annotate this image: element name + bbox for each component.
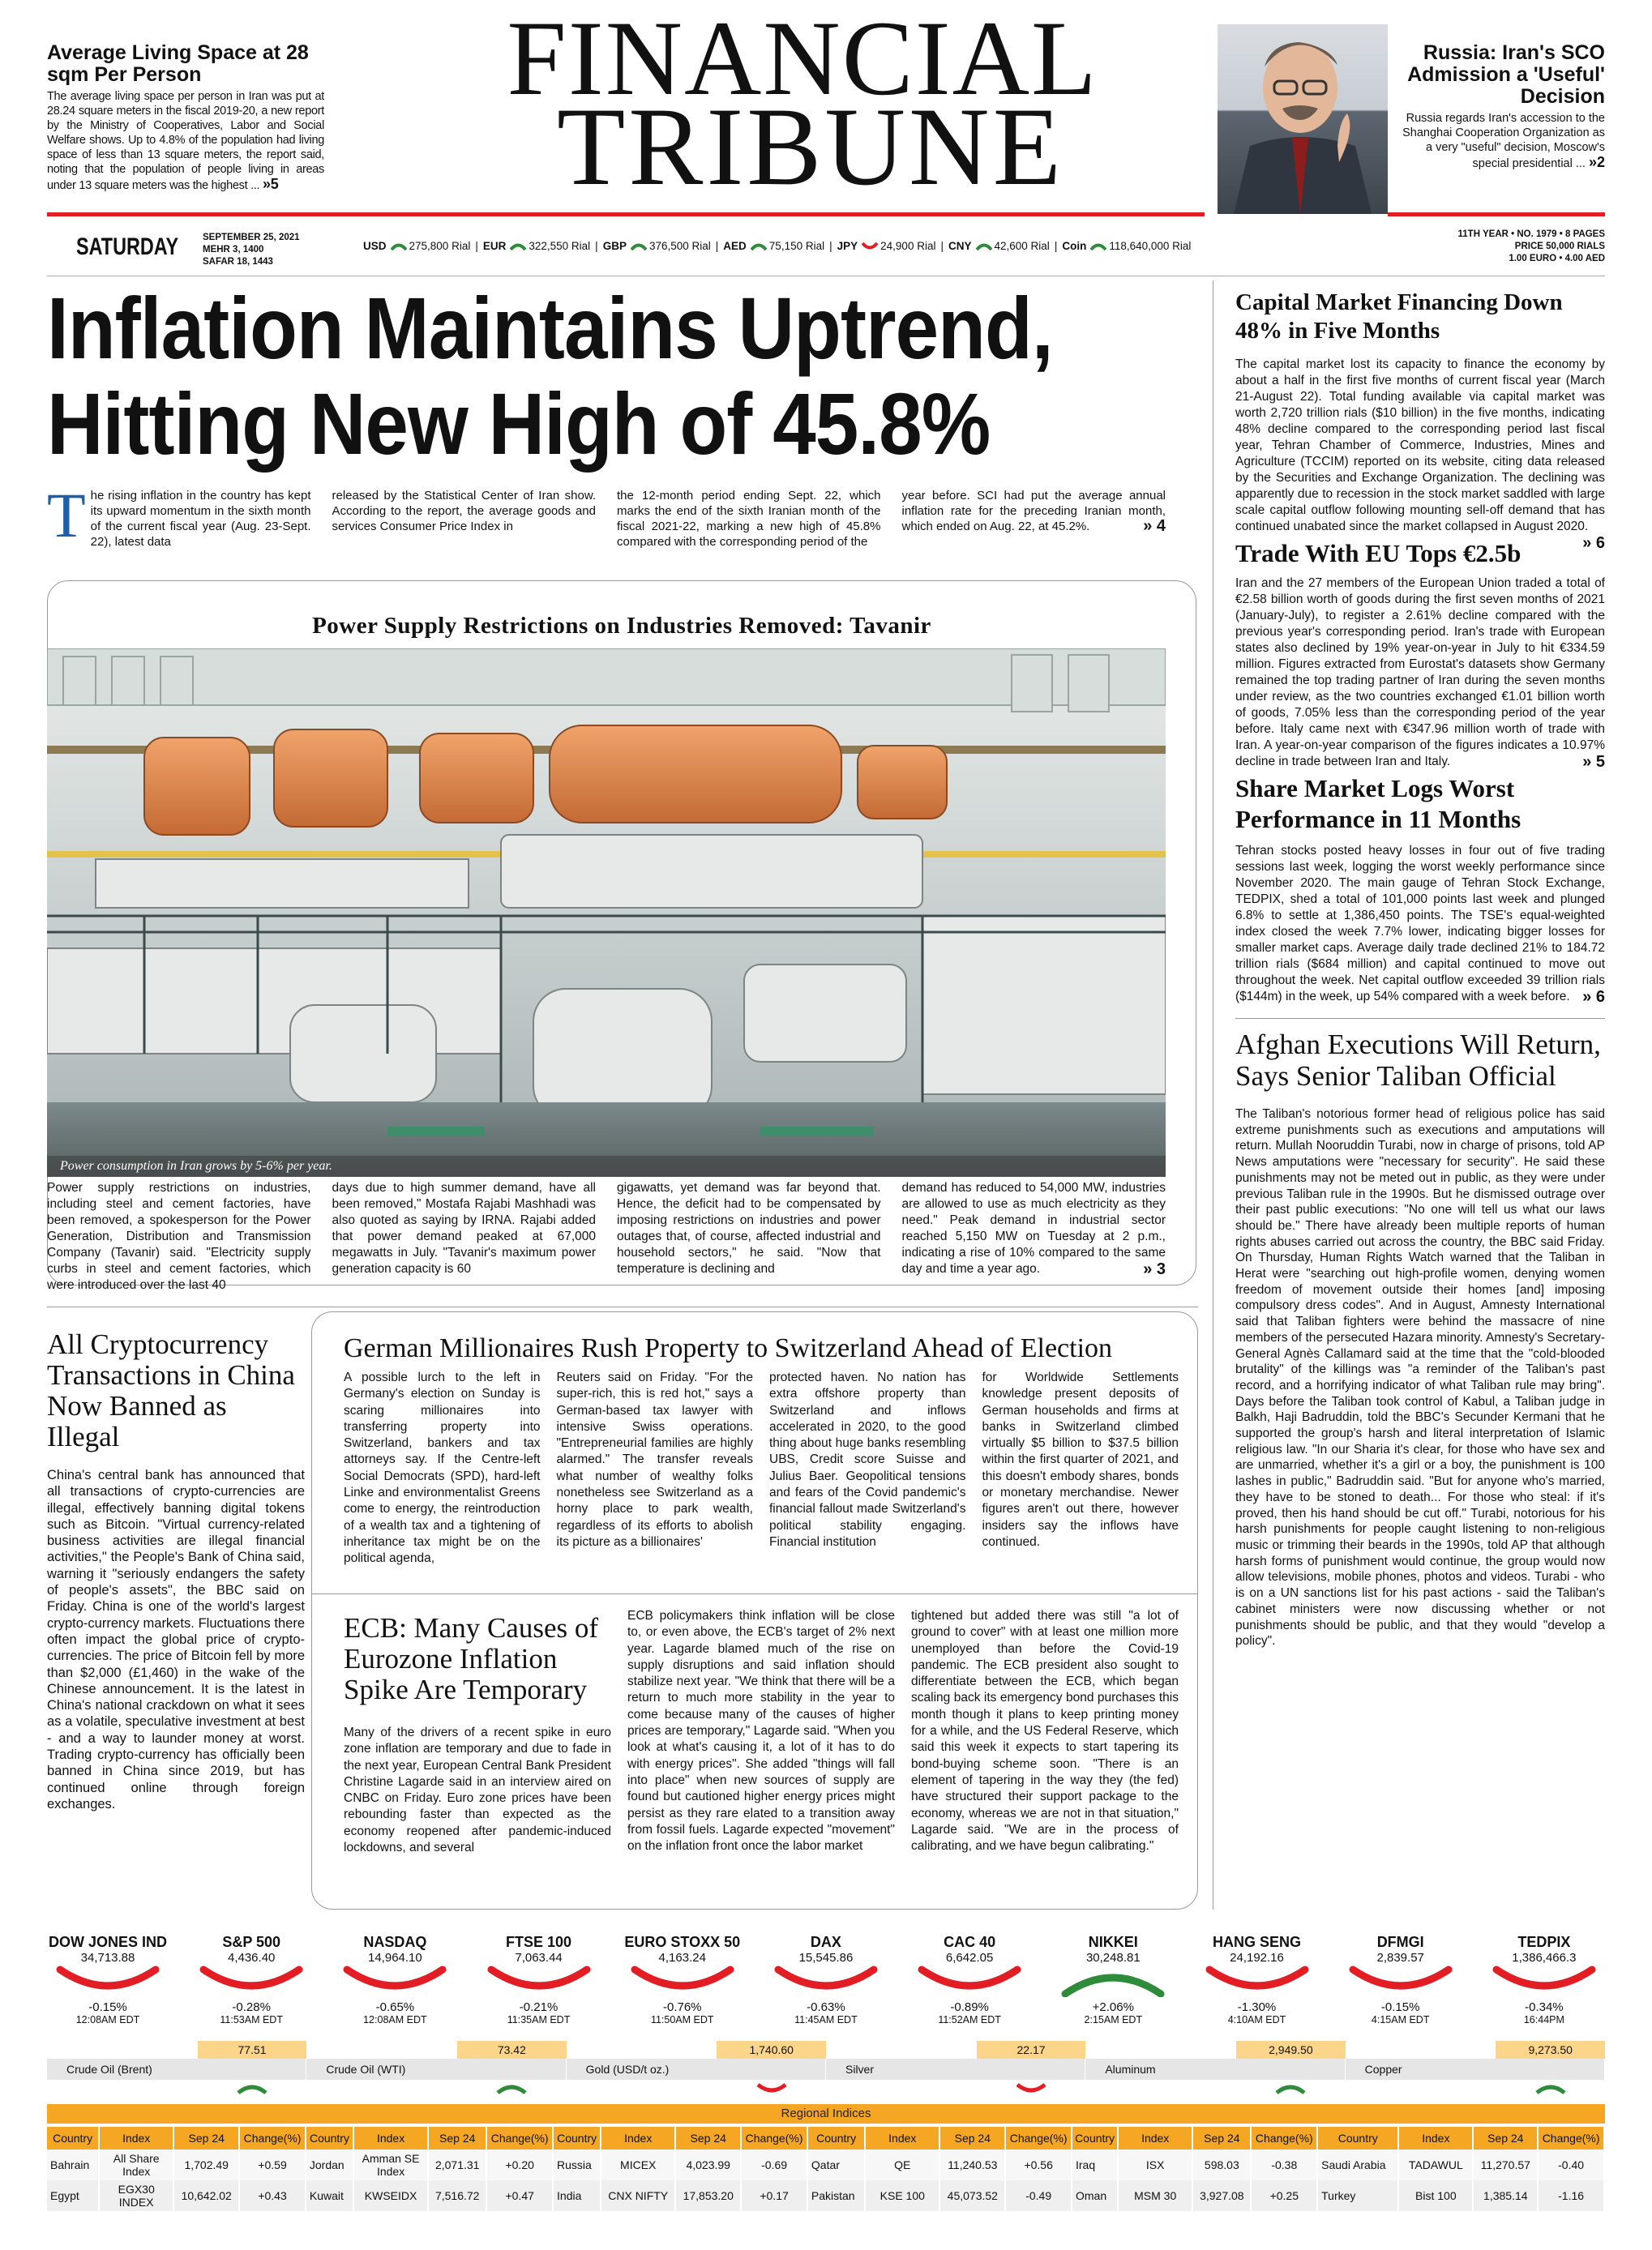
- currency-code: JPY: [837, 240, 858, 252]
- index-item[interactable]: [1196, 1934, 1318, 2025]
- arrow-down-icon: [1015, 2083, 1047, 2094]
- currency-separator: |: [829, 240, 832, 252]
- regional-cell: +0.56: [1005, 2149, 1072, 2180]
- index-item[interactable]: [1483, 1934, 1605, 2025]
- arrow-down-icon: [862, 242, 878, 250]
- crypto-body: China's central bank has announced that all transactions of crypto-currencies are illegal, effectively banning digital tokens such as Bitcoin. "Virtual currency-related business activities are illegal financial activities," the People's Bank of China said, warning it "seriously endangers the safety of people's assets", the BBC said on Friday. China is one of the world's largest crypto-currency markets. Fluctuations there often impact the global price of crypto-currencies. The price of Bitcoin fell by more than $2,000 (£1,460) in the wake of the Chinese announcement. It is the latest in China's national crackdown on what it sees as a volatile, speculative investment at best - and a way to launder money at worst. Trading crypto-currency has officially been banned in China since 2019, but has continued online through foreign exchanges.: [47, 1468, 305, 1812]
- arrow-up-icon: [631, 242, 647, 250]
- german-body: [344, 1370, 1179, 1568]
- arrow-up-icon: [510, 242, 526, 250]
- regional-cell: +0.25: [1251, 2180, 1317, 2211]
- currency-item: [1062, 240, 1191, 252]
- regional-cell: 3,927.08: [1192, 2180, 1251, 2211]
- currency-item: [948, 240, 1050, 252]
- power-col-2: days due to high summer demand, have all been removed," Mostafa Rajabi Mashhadi was also quoted as saying by IRNA. Rajabi added that power demand peaked at 67,000 megawatts in July. "Tavanir's maximum power generation capacity is 60: [332, 1181, 596, 1276]
- index-change: -0.34%: [1525, 2000, 1564, 2014]
- commodity-item[interactable]: [1085, 2041, 1345, 2101]
- index-value: 34,713.88: [80, 1951, 135, 1965]
- commodity-name: Aluminum: [1085, 2059, 1345, 2080]
- capital-headline[interactable]: Capital Market Financing Down 48% in Five Months: [1235, 289, 1563, 344]
- german-col-1: A possible lurch to the left in Germany's election on Sunday is scaring millionaires into transferring property into Switzerland, bankers and tax attorneys say. If the Centre-left Social Democrats (SPD), hard-left Linke and environmentalist Greens come to energy, the reintroduction of a wealth tax and a tightening of inheritance tax might be on the political agenda,: [344, 1371, 541, 1566]
- trend-down-icon: [486, 1965, 592, 1997]
- currency-separator: |: [475, 240, 478, 252]
- currency-value: 42,600 Rial: [994, 240, 1050, 252]
- commodity-item[interactable]: [1346, 2041, 1605, 2101]
- commodity-name: Gold (USD/t oz.): [567, 2059, 826, 2080]
- trend-down-icon: [773, 1965, 879, 1997]
- currency-value: 376,500 Rial: [648, 240, 711, 252]
- regional-title: Regional Indices: [47, 2104, 1605, 2124]
- left-teaser[interactable]: [47, 42, 324, 193]
- regional-header-cell: Sep 24: [939, 2127, 1005, 2149]
- ecb-col-3: tightened but added there was still "a lot of ground to cover" with at least one million more unemployed than before the Covid-19 pandemic. The ECB president also sought to differentiate between the ECB, which began scaling back its emergency bond purchases this month though it plans to keep printing money for a while, and the US Federal Reserve, which said this week it expects to start tapering its bond-buying scheme soon. "There is an element of tapering in the way they (the fed) have structured their support package to the economy, whereas we are not in that situation," Lagarde said. "We are in the process of calibrating, and we have begun calibrating.": [911, 1609, 1179, 1854]
- date-bar: [47, 229, 1605, 277]
- regional-cell: 1,385.14: [1473, 2180, 1538, 2211]
- index-name: DFMGI: [1376, 1934, 1424, 1950]
- index-item[interactable]: [1052, 1934, 1174, 2025]
- regional-header-cell: Index: [601, 2127, 675, 2149]
- regional-header-cell: Index: [865, 2127, 939, 2149]
- regional-cell: +0.59: [239, 2149, 306, 2180]
- regional-cell: -0.40: [1538, 2149, 1604, 2180]
- share-body: Tehran stocks posted heavy losses in four out of five trading sessions last week, logging the worst weekly performance since November 2020. The main gauge of Tehran Stock Exchange, TEDPIX, shed a total of 101,000 points last week and plunged 6.8% to settle at 1,386,450 points. The TSE's equal-weighted index closed the week 7.7% lower, indicating bigger losses for smaller market caps. Average daily trade declined 21% to 184.72 trillion rials ($684 million) and capital continued to move out throughout the week. Net capital outflow exceeded 39 trillion rials ($144m) in the week, up 54% compared with a week before. » 6: [1235, 844, 1605, 1006]
- regional-cell: ISX: [1118, 2149, 1192, 2180]
- regional-header-row: [47, 2127, 1604, 2149]
- page-ref: » 3: [1143, 1260, 1166, 1278]
- lead-col-3: the 12-month period ending Sept. 22, which marks the end of the sixth Iranian month of the fiscal 2021-22, marking a new high of 45.8% compared with the corresponding period of the: [617, 489, 881, 549]
- regional-header-cell: Change(%): [1005, 2127, 1072, 2149]
- regional-header-cell: Sep 24: [1473, 2127, 1538, 2149]
- commodity-item[interactable]: [306, 2041, 566, 2101]
- arrow-up-icon: [391, 242, 407, 250]
- currency-item: [603, 240, 711, 252]
- masthead-line2: TRIBUNE: [557, 84, 1064, 208]
- lead-col-1: he rising inflation in the country has kept its upward momentum in the sixth month of the current fiscal year (Aug. 23-Sept. 22), latest data: [90, 489, 311, 549]
- regional-cell: Kuwait: [306, 2180, 353, 2211]
- regional-header-cell: Index: [353, 2127, 428, 2149]
- index-time: 12:08AM EDT: [75, 2014, 140, 2025]
- commodity-name: Crude Oil (WTI): [306, 2059, 566, 2080]
- arrow-down-icon: [755, 2083, 788, 2094]
- index-item[interactable]: [1340, 1934, 1462, 2025]
- german-article: [344, 1332, 1179, 1568]
- lead-col-4: year before. SCI had put the average annual inflation rate for the preceding Iranian month, which ended on Aug. 22, at 45.2%.: [901, 489, 1166, 533]
- commodity-value-box: 73.42: [457, 2041, 567, 2059]
- power-photo: [47, 648, 1166, 1177]
- power-photo-caption: Power consumption in Iran grows by 5-6% per year.: [47, 1156, 1166, 1177]
- index-change: -0.15%: [1380, 2000, 1420, 2014]
- index-item[interactable]: [47, 1934, 169, 2025]
- commodity-item[interactable]: [826, 2041, 1085, 2101]
- index-time: 11:45AM EDT: [794, 2014, 858, 2025]
- trend-down-icon: [917, 1965, 1022, 1997]
- right-teaser-title: Russia: Iran's SCO Admission a 'Useful' Decision: [1407, 41, 1605, 108]
- trend-down-icon: [55, 1965, 160, 1997]
- regional-header-cell: Country: [553, 2127, 601, 2149]
- currency-separator: |: [940, 240, 944, 252]
- regional-row: [47, 2149, 1604, 2180]
- index-time: 4:15AM EDT: [1371, 2014, 1430, 2025]
- index-change: -0.76%: [662, 2000, 702, 2014]
- commodity-name: Copper: [1346, 2059, 1605, 2080]
- left-teaser-title: Average Living Space at 28 sqm Per Person: [47, 41, 309, 86]
- page-ref: » 6: [1582, 534, 1605, 552]
- currency-value: 118,640,000 Rial: [1109, 240, 1192, 252]
- regional-header-cell: Country: [306, 2127, 353, 2149]
- regional-header-cell: Index: [99, 2127, 173, 2149]
- regional-header-cell: Change(%): [741, 2127, 807, 2149]
- regional-cell: EGX30 INDEX: [99, 2180, 173, 2211]
- arrow-up-icon: [751, 242, 767, 250]
- trend-down-icon: [1492, 1965, 1597, 1997]
- regional-cell: TADAWUL: [1398, 2149, 1473, 2180]
- lead-dropcap: T: [47, 480, 86, 550]
- index-value: 4,163.24: [658, 1951, 706, 1965]
- eu-body: Iran and the 27 members of the European Union traded a total of €2.58 billion worth of goods during the first seven months of 2021 (January-July), to register a 2.61% decline compared with the previous year's corresponding period. Iran's trade with European states also declined by 19% year-on-year in July to hit €334.59 million. Figures extracted from Eurostat's datasets show Germany remained the top trading partner of Iran during the seven months under review, as the two countries exchanged €1.01 billion worth of goods, 7.05% less than the corresponding period of the year before. Italy came next with €347.96 million worth of trade with Iran. A year-on-year comparison of the figures indicates a 10.97% decline in trade between Iran and Italy. » 5: [1235, 576, 1605, 771]
- index-time: 4:10AM EDT: [1227, 2014, 1286, 2025]
- indices-row: [47, 1934, 1605, 2025]
- german-col-2: Reuters said on Friday. "For the super-rich, this is red hot," says a German-based tax lawyer with intensive Swiss operations. "Entrepreneurial families are highly alarmed." The transfer reveals what number of wealthy folks nonetheless see Switzerland as a horny place to park wealth, regardless of its efforts to abolish its picture as a billionaires': [556, 1371, 753, 1549]
- regional-cell: Saudi Arabia: [1317, 2149, 1398, 2180]
- index-value: 30,248.81: [1085, 1951, 1141, 1965]
- regional-header-cell: Change(%): [1251, 2127, 1317, 2149]
- index-time: 11:35AM EDT: [507, 2014, 571, 2025]
- regional-header-cell: Index: [1398, 2127, 1473, 2149]
- commodity-value-box: 77.51: [198, 2041, 307, 2059]
- ecb-col-2: ECB policymakers think inflation will be close to, or even above, the ECB's target of 2% next year. Lagarde blamed much of the rise on supply disruptions and said inflation should stabilize next year. "We think that there will be a return to much more stability in the year to come because many of the causes of higher prices are temporary," Lagarde said. "When you look at what's causing it, a lot of it has to do with energy prices". She added "things will fall into place" when new sources of supply are found but cautioned higher energy prices might persist as they rare elated to a transition away from fossil fuels. Lagarde expected "movement" on the inflation front once the labor market: [627, 1609, 895, 1854]
- index-change: -0.89%: [950, 2000, 989, 2014]
- power-col-4: demand has reduced to 54,000 MW, industries are allowed to use as much electricity as they need." Peak demand in industrial sector reached 5,150 MW on Tuesday at 2 p.m., indicating a rise of 10% compared to the same day and time a year ago.: [901, 1181, 1166, 1276]
- regional-cell: +0.47: [486, 2180, 553, 2211]
- currency-value: 75,150 Rial: [768, 240, 825, 252]
- index-name: TEDPIX: [1517, 1934, 1571, 1950]
- currency-item: [363, 240, 470, 252]
- index-value: 15,545.86: [798, 1951, 854, 1965]
- index-item[interactable]: [622, 1934, 743, 2025]
- currency-item: [723, 240, 824, 252]
- regional-header-cell: Sep 24: [173, 2127, 239, 2149]
- trend-up-icon: [1060, 1965, 1166, 1997]
- index-item[interactable]: [190, 1934, 312, 2025]
- currency-code: AED: [723, 240, 747, 252]
- lead-headline-line1: Inflation Maintains Uptrend,: [47, 279, 1053, 377]
- index-time: 12:08AM EDT: [363, 2014, 427, 2025]
- regional-header-cell: Country: [47, 2127, 99, 2149]
- regional-header-cell: Sep 24: [428, 2127, 486, 2149]
- regional-cell: Pakistan: [807, 2180, 865, 2211]
- arrow-up-icon: [1090, 242, 1106, 250]
- currency-item: [837, 240, 936, 252]
- regional-cell: +0.17: [741, 2180, 807, 2211]
- currency-value: 275,800 Rial: [409, 240, 471, 252]
- section-rule-ecb: [311, 1593, 1198, 1594]
- currency-separator: |: [595, 240, 598, 252]
- index-value: 14,964.10: [368, 1951, 422, 1965]
- currency-value: 322,550 Rial: [529, 240, 591, 252]
- power-col-3: gigawatts, yet demand was far beyond that. Hence, the deficit had to be compensated by imposing restrictions on industries and power outages that, of course, affected industrial and household sectors," he said. "Now that temperature is declining and: [617, 1181, 881, 1276]
- index-item[interactable]: [334, 1934, 456, 2025]
- regional-cell: -0.49: [1005, 2180, 1072, 2211]
- regional-header-cell: Country: [1072, 2127, 1118, 2149]
- arrow-up-icon: [1534, 2083, 1567, 2094]
- index-item[interactable]: [478, 1934, 600, 2025]
- left-teaser-text: The average living space per person in Iran was put at 28.24 square meters in the fiscal 2019-20, a new report by the Ministry of Cooperatives, Labor and Social Welfare shows. Up to 4.8% of the population had living space of less than 13 square meters, the report said, noting that the population of people living in areas under 13 square meters was the highest ... »5: [47, 90, 324, 192]
- index-value: 4,436.40: [227, 1951, 276, 1965]
- regional-header-cell: Country: [807, 2127, 865, 2149]
- share-headline[interactable]: Share Market Logs Worst Performance in 11 Months: [1235, 774, 1521, 833]
- index-change: -0.65%: [375, 2000, 415, 2014]
- index-name: NASDAQ: [363, 1934, 427, 1950]
- regional-row: [47, 2180, 1604, 2211]
- regional-cell: KSE 100: [865, 2180, 939, 2211]
- index-item[interactable]: [765, 1934, 887, 2025]
- regional-header-cell: Change(%): [486, 2127, 553, 2149]
- regional-cell: MSM 30: [1118, 2180, 1192, 2211]
- page-ref: » 4: [1143, 517, 1166, 535]
- index-name: NIKKEI: [1088, 1934, 1138, 1950]
- currency-code: EUR: [482, 240, 507, 252]
- regional-cell: QE: [865, 2149, 939, 2180]
- currency-bar: [363, 240, 1196, 252]
- trend-down-icon: [199, 1965, 304, 1997]
- index-change: -0.28%: [232, 2000, 271, 2014]
- index-time: 2:15AM EDT: [1084, 2014, 1143, 2025]
- day-label: SATURDAY: [76, 233, 179, 260]
- index-name: HANG SENG: [1212, 1934, 1301, 1950]
- ecb-headline[interactable]: ECB: Many Causes of Eurozone Inflation Spike Are Temporary: [344, 1612, 599, 1705]
- regional-header-cell: Index: [1118, 2127, 1192, 2149]
- commodities-row: [47, 2041, 1605, 2101]
- ecb-col-1: Many of the drivers of a recent spike in euro zone inflation are temporary and due to fade in the next year, European Central Bank President Christine Lagarde said in an interview aired on CNBC on Friday. Euro zone prices have been rebounding faster than expected as the economy reopened after pandemic-induced lockdowns, and several: [344, 1726, 611, 1855]
- regional-cell: Iraq: [1072, 2149, 1118, 2180]
- regional-cell: -0.69: [741, 2149, 807, 2180]
- index-time: 11:53AM EDT: [220, 2014, 283, 2025]
- commodity-value-box: 2,949.50: [1236, 2041, 1346, 2059]
- regional-cell: Turkey: [1317, 2180, 1398, 2211]
- german-col-3: protected haven. No nation has extra offshore property than Switzerland and inflows accelerated in 2020, to the good thing about huge banks resembling UBS, Credit score Suisse and Julius Baer. Geopolitical tensions and fears of the Covid pandemic's financial fallout made Switzerland's political stability engaging. Financial institution: [769, 1371, 966, 1549]
- regional-cell: 45,073.52: [939, 2180, 1005, 2211]
- arrow-up-icon: [976, 242, 992, 250]
- page-ref-arrow-icon: »: [1588, 154, 1597, 170]
- regional-cell: 11,240.53: [939, 2149, 1005, 2180]
- regional-cell: 598.03: [1192, 2149, 1251, 2180]
- issue-block: 11TH YEAR • NO. 1979 • 8 PAGES PRICE 50,000 RIALS 1.00 EURO • 4.00 AED: [1457, 229, 1605, 263]
- arrow-up-icon: [495, 2083, 528, 2094]
- masthead-red-rule: [47, 212, 1205, 216]
- german-col-4: for Worldwide Settlements knowledge present deposits of German households and firms at banks in Switzerland climbed virtually $5 billion to $37.5 billion within the first quarter of 2021, and this doesn't embody shares, bonds or monetary merchandise. Newer figures aren't out there, however insiders say the inflows have continued.: [982, 1371, 1179, 1549]
- currency-code: CNY: [948, 240, 972, 252]
- regional-cell: MICEX: [601, 2149, 675, 2180]
- regional-cell: Bahrain: [47, 2149, 99, 2180]
- regional-cell: KWSEIDX: [353, 2180, 428, 2211]
- index-name: DOW JONES IND: [48, 1934, 167, 1950]
- regional-cell: India: [553, 2180, 601, 2211]
- lead-headline[interactable]: [47, 280, 1214, 472]
- page-ref-arrow-icon: »: [262, 176, 271, 192]
- crypto-headline[interactable]: All Cryptocurrency Transactions in China Now Banned as Illegal: [47, 1328, 295, 1452]
- power-headline[interactable]: Power Supply Restrictions on Industries Removed: Tavanir: [312, 613, 931, 639]
- right-column: [1235, 289, 1605, 1649]
- index-time: 11:52AM EDT: [938, 2014, 1001, 2025]
- index-name: CAC 40: [944, 1934, 996, 1950]
- regional-cell: Russia: [553, 2149, 601, 2180]
- commodity-name: Crude Oil (Brent): [47, 2059, 306, 2080]
- commodity-item[interactable]: [47, 2041, 306, 2101]
- index-item[interactable]: [909, 1934, 1030, 2025]
- right-teaser-text: Russia regards Iran's accession to the Shanghai Cooperation Organization as a very "useful" decision, Moscow's special presidential ... »2: [1402, 112, 1605, 170]
- index-name: DAX: [810, 1934, 841, 1950]
- power-col-1: Power supply restrictions on industries, including steel and cement factories, have been removed, a spokesperson for the Power Generation, Distribution and Transmission Company (Tavanir) said. "Electricity supply curbs in steel and cement factories, which were introduced over the last 40: [47, 1181, 311, 1292]
- regional-cell: +0.43: [239, 2180, 306, 2211]
- regional-indices: [47, 2104, 1605, 2211]
- regional-cell: Bist 100: [1398, 2180, 1473, 2211]
- power-body: [47, 1180, 1166, 1294]
- regional-cell: CNX NIFTY: [601, 2180, 675, 2211]
- index-value: 24,192.16: [1230, 1951, 1284, 1965]
- page-ref: 2: [1596, 154, 1605, 170]
- trend-down-icon: [1205, 1965, 1310, 1997]
- trend-down-icon: [630, 1965, 735, 1997]
- regional-header-cell: Sep 24: [675, 2127, 741, 2149]
- regional-cell: -1.16: [1538, 2180, 1604, 2211]
- currency-item: [483, 240, 590, 252]
- commodity-item[interactable]: [567, 2041, 826, 2101]
- currency-code: USD: [363, 240, 387, 252]
- arrow-up-icon: [1274, 2083, 1307, 2094]
- regional-cell: 10,642.02: [173, 2180, 239, 2211]
- regional-cell: 7,516.72: [428, 2180, 486, 2211]
- regional-cell: All Share Index: [99, 2149, 173, 2180]
- afghan-headline[interactable]: Afghan Executions Will Return, Says Senior Taliban Official: [1235, 1029, 1601, 1092]
- index-time: 11:50AM EDT: [650, 2014, 714, 2025]
- currency-code: GBP: [602, 240, 627, 252]
- afghan-body: The Taliban's notorious former head of religious police has said extreme punishments such as executions and amputations will return. Mullah Nooruddin Turabi, now in charge of prisons, told AP News amputations were "necessary for security". He said these punishments may not be meted out in public, as they were under previous Taliban rule in the 1990s. But he dismissed outrage over their past public executions: "No one will tell us what our laws should be." There have already been multiple reports of human rights abuses carried out across the country, the BBC said Friday. On Thursday, Human Rights Watch warned that the Taliban in Herat were "searching out high-profile women, denying women freedom of movement outside their homes [and] imposing compulsory dress codes". And in August, Amnesty International said that Taliban fighters were behind the massacre of nine members of the persecuted Hazara minority. Amnesty's Secretary-General Agnès Callamard said at the time that the "cold-blooded brutality" of the killings was "a reminder of the Taliban's past record, and a horrifying indicator of what Taliban rule may bring". Days before the Taliban took control of Kabul, a Taliban judge in Balkh, Haji Badruddin, told the BBC's Secunder Kermani that he supported the group's harsh and literal interpretation of Islamic religious law. "In our Sharia it's clear, for those who have sex and are unmarried, whether it's a girl or a boy, the punishment is 100 lashes in public," Badruddin said. "But for anyone who's married, they have to be stoned to death... For those who steal: if it's proved, then his hand should be cut off." Turabi, notorious for his harsh punishments for people caught listening to non-religious music or trimming their beards in the 1990s, told AP that although harsh forms of punishment would continue, the group would now allow televisions, mobile phones, photos and videos. Turabi - who is on a UN sanctions list for his past actions - said the Taliban's cabinet ministers were now discussing whether or not punishments should be public, and that they would "develop a policy".: [1235, 1107, 1605, 1649]
- regional-header-cell: Change(%): [1538, 2127, 1604, 2149]
- arrow-up-icon: [236, 2083, 268, 2094]
- index-change: -0.21%: [519, 2000, 559, 2014]
- currency-code: Coin: [1062, 240, 1087, 252]
- commodity-value-box: 1,740.60: [717, 2041, 826, 2059]
- regional-cell: 17,853.20: [675, 2180, 741, 2211]
- lead-headline-line2: Hitting New High of 45.8%: [47, 374, 991, 473]
- date-block: SEPTEMBER 25, 2021 MEHR 3, 1400 SAFAR 18, 1443: [203, 233, 300, 267]
- index-value: 7,063.44: [515, 1951, 563, 1965]
- currency-separator: |: [715, 240, 719, 252]
- masthead-red-rule-right: [1388, 212, 1605, 216]
- regional-cell: Oman: [1072, 2180, 1118, 2211]
- regional-cell: -0.38: [1251, 2149, 1317, 2180]
- regional-cell: Egypt: [47, 2180, 99, 2211]
- regional-cell: Qatar: [807, 2149, 865, 2180]
- lead-body: [47, 480, 1166, 550]
- index-name: S&P 500: [222, 1934, 281, 1950]
- commodity-value-box: 9,273.50: [1496, 2041, 1605, 2059]
- regional-cell: 2,071.31: [428, 2149, 486, 2180]
- index-time: 16:44PM: [1523, 2014, 1564, 2025]
- regional-header-cell: Sep 24: [1192, 2127, 1251, 2149]
- page-ref: » 6: [1582, 988, 1605, 1006]
- regional-cell: 11,270.57: [1473, 2149, 1538, 2180]
- regional-cell: 4,023.99: [675, 2149, 741, 2180]
- regional-cell: Jordan: [306, 2149, 353, 2180]
- eu-headline[interactable]: Trade With EU Tops €2.5b: [1235, 539, 1521, 567]
- index-value: 2,839.57: [1376, 1951, 1424, 1965]
- crypto-article: [47, 1329, 305, 1812]
- regional-cell: 1,702.49: [173, 2149, 239, 2180]
- masthead-line1: FINANCIAL: [507, 0, 1098, 118]
- regional-cell: +0.20: [486, 2149, 553, 2180]
- index-change: -0.15%: [88, 2000, 127, 2014]
- index-name: FTSE 100: [506, 1934, 572, 1950]
- section-rule: [1235, 1018, 1605, 1019]
- index-change: -1.30%: [1237, 2000, 1277, 2014]
- index-value: 6,642.05: [945, 1951, 994, 1965]
- ecb-article: [344, 1609, 1179, 1856]
- right-teaser[interactable]: [1354, 42, 1605, 171]
- index-value: 1,386,466.3: [1512, 1951, 1577, 1965]
- trend-down-icon: [342, 1965, 447, 1997]
- page-ref: 5: [270, 176, 279, 192]
- commodity-name: Silver: [826, 2059, 1085, 2080]
- regional-header-cell: Country: [1317, 2127, 1398, 2149]
- currency-value: 24,900 Rial: [880, 240, 936, 252]
- regional-cell: Amman SE Index: [353, 2149, 428, 2180]
- regional-table: [47, 2127, 1605, 2211]
- commodity-value-box: 22.17: [977, 2041, 1086, 2059]
- index-change: +2.06%: [1092, 2000, 1134, 2014]
- currency-separator: |: [1054, 240, 1058, 252]
- lead-col-2: released by the Statistical Center of Iran show. According to the report, the average goods and services Consumer Price Index in: [332, 489, 596, 533]
- index-name: EURO STOXX 50: [624, 1934, 741, 1950]
- trend-down-icon: [1348, 1965, 1453, 1997]
- page-ref: » 5: [1582, 753, 1605, 771]
- capital-body: The capital market lost its capacity to finance the economy by about a half in the first five months of current fiscal year (March 21-August 22). Total funding available via capital market was worth 2,720 trillion rials ($10 billion) in the five months, indicating 48% decline compared to the corresponding period last fiscal year, Tehran Chamber of Commerce, Industries, Mines and Agriculture (TCCIM) reported on its website, citing data released by the Securities and Exchange Organization. The declining was apparently due to recession in the stock market saddled with large scale capital outflow following mounting sell-off demand that has continued unabated since the market collapsed in August 2020. » 6: [1235, 357, 1605, 552]
- regional-header-cell: Change(%): [239, 2127, 306, 2149]
- index-change: -0.63%: [807, 2000, 845, 2014]
- german-headline[interactable]: German Millionaires Rush Property to Switzerland Ahead of Election: [344, 1333, 1113, 1363]
